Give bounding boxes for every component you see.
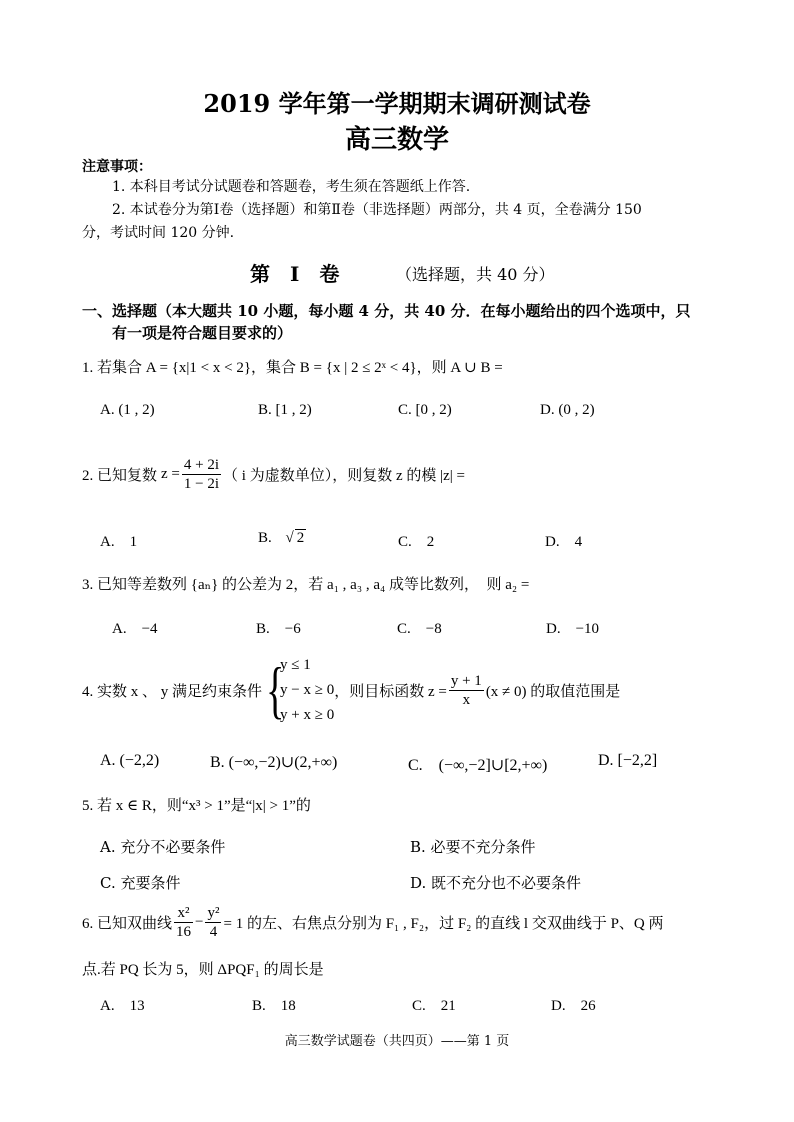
q3-option-d: D. −10	[546, 621, 600, 637]
q4-numerator: y + 1	[450, 672, 482, 689]
notice-line-1: 1. 本科目考试分试题卷和答题卷，考生须在答题纸上作答.	[112, 179, 471, 195]
q2-option-b-label: B.	[258, 530, 272, 546]
q5-option-a: A. 充分不必要条件	[100, 838, 226, 856]
q6-option-a: A. 13	[100, 998, 145, 1014]
q4-constraint-2: y − x ≥ 0	[280, 681, 335, 698]
q5-option-d: D. 既不充分也不必要条件	[410, 874, 582, 892]
q4-option-c: C. (−∞,−2]∪[2,+∞)	[408, 757, 548, 774]
part-heading: 第 Ⅰ 卷	[250, 262, 340, 286]
q5-option-b: B. 必要不充分条件	[410, 838, 536, 856]
q6-option-c: C. 21	[412, 998, 456, 1014]
notice-line-2a: 2. 本试卷分为第Ⅰ卷（选择题）和第Ⅱ卷（非选择题）两部分，共 4 页，全卷满分 150	[112, 202, 642, 218]
q2-option-c: C. 2	[398, 534, 435, 550]
q2-option-a: A. 1	[100, 534, 138, 550]
q6-fraction-2	[205, 904, 221, 941]
section-heading-line-1: 一、选择题（本大题共 10 小题，每小题 4 分，共 40 分．在每小题给出的四个选项中，只	[82, 302, 691, 320]
q1-option-d: D. (0 , 2)	[540, 402, 595, 418]
q3-option-a: A. −4	[112, 621, 158, 637]
q4-constraint-3: y + x ≥ 0	[280, 706, 335, 723]
q6-option-b: B. 18	[252, 998, 296, 1014]
q6-fraction-1	[174, 904, 193, 941]
q2-fraction	[182, 456, 221, 493]
part-subheading: （选择题，共 40 分）	[396, 265, 555, 284]
q3-option-b: B. −6	[256, 621, 301, 637]
sqrt-icon: √	[285, 530, 294, 546]
q4-suffix: (x ≠ 0) 的取值范围是	[485, 683, 621, 700]
q4-mid: ，则目标函数 z =	[334, 683, 447, 700]
q6-denominator-1: 16	[176, 924, 192, 940]
q1-stem: 1. 若集合 A = {x|1 < x < 2}，集合 B = {x | 2 ≤ 2ˣ < 4}，则 A ∪ B =	[82, 360, 503, 376]
q2-prefix: 2. 已知复数	[82, 468, 158, 484]
q3-option-c: C. −8	[397, 621, 442, 637]
q4-denominator: x	[462, 691, 471, 708]
brace-icon: {	[266, 653, 285, 725]
q6-numerator-1: x²	[174, 904, 193, 923]
q6-minus: −	[195, 914, 204, 930]
q6-line-2: 点.若 PQ 长为 5，则 ΔPQF₁ 的周长是	[82, 962, 324, 978]
exam-subtitle: 高三数学	[344, 125, 449, 155]
q1-option-c: C. [0 , 2)	[398, 402, 452, 418]
q2-denominator: 1 − 2i	[183, 476, 220, 492]
q5-option-c: C. 充要条件	[100, 874, 181, 892]
q4-constraint-1: y ≤ 1	[280, 656, 311, 673]
q4-stem	[82, 650, 620, 730]
q5-stem: 5. 若 x ∈ R，则“x³ > 1”是“|x| > 1”的	[82, 798, 311, 814]
q6-suffix: = 1 的左、右焦点分别为 F₁ , F₂，过 F₂ 的直线 l 交双曲线于 P、Q 两	[223, 916, 664, 932]
q6-numerator-2: y²	[207, 905, 220, 921]
section-heading-line-2: 有一项是符合题目要求的）	[112, 324, 293, 342]
q3-stem: 3. 已知等差数列 {aₙ} 的公差为 2，若 a₁ , a₃ , a₄ 成等比数列， 则 a₂ =	[82, 577, 530, 593]
q4-option-d: D. [−2,2]	[598, 752, 658, 769]
q2-option-b	[258, 530, 306, 547]
q4-constraint-system	[266, 653, 334, 728]
q2-option-b-value: 2	[296, 530, 305, 546]
q2-z: z =	[161, 466, 180, 482]
q4-fraction	[449, 672, 484, 709]
q4-prefix: 4. 实数 x 、 y 满足约束条件	[82, 683, 263, 700]
q1-option-a: A. (1 , 2)	[100, 402, 155, 418]
q1-option-b: B. [1 , 2)	[258, 402, 312, 418]
q4-option-a: A. (−2,2)	[100, 752, 160, 769]
q4-option-b: B. (−∞,−2)∪(2,+∞)	[210, 754, 338, 771]
page-footer: 高三数学试题卷（共四页）——第 1 页	[284, 1034, 510, 1049]
q6-option-d: D. 26	[551, 998, 596, 1014]
q6-prefix: 6. 已知双曲线	[82, 916, 173, 932]
q6-denominator-2: 4	[209, 924, 218, 940]
exam-title: 2019 学年第一学期期末调研测试卷	[203, 89, 591, 118]
notice-line-2b: 分，考试时间 120 分钟.	[82, 225, 235, 241]
q6-stem	[82, 904, 664, 941]
notice-label: 注意事项：	[82, 159, 152, 175]
q2-stem	[82, 456, 465, 493]
q2-numerator: 4 + 2i	[183, 457, 220, 473]
q2-suffix: （ i 为虚数单位），则复数 z 的模 |z| =	[223, 468, 465, 484]
q2-option-d: D. 4	[545, 534, 583, 550]
